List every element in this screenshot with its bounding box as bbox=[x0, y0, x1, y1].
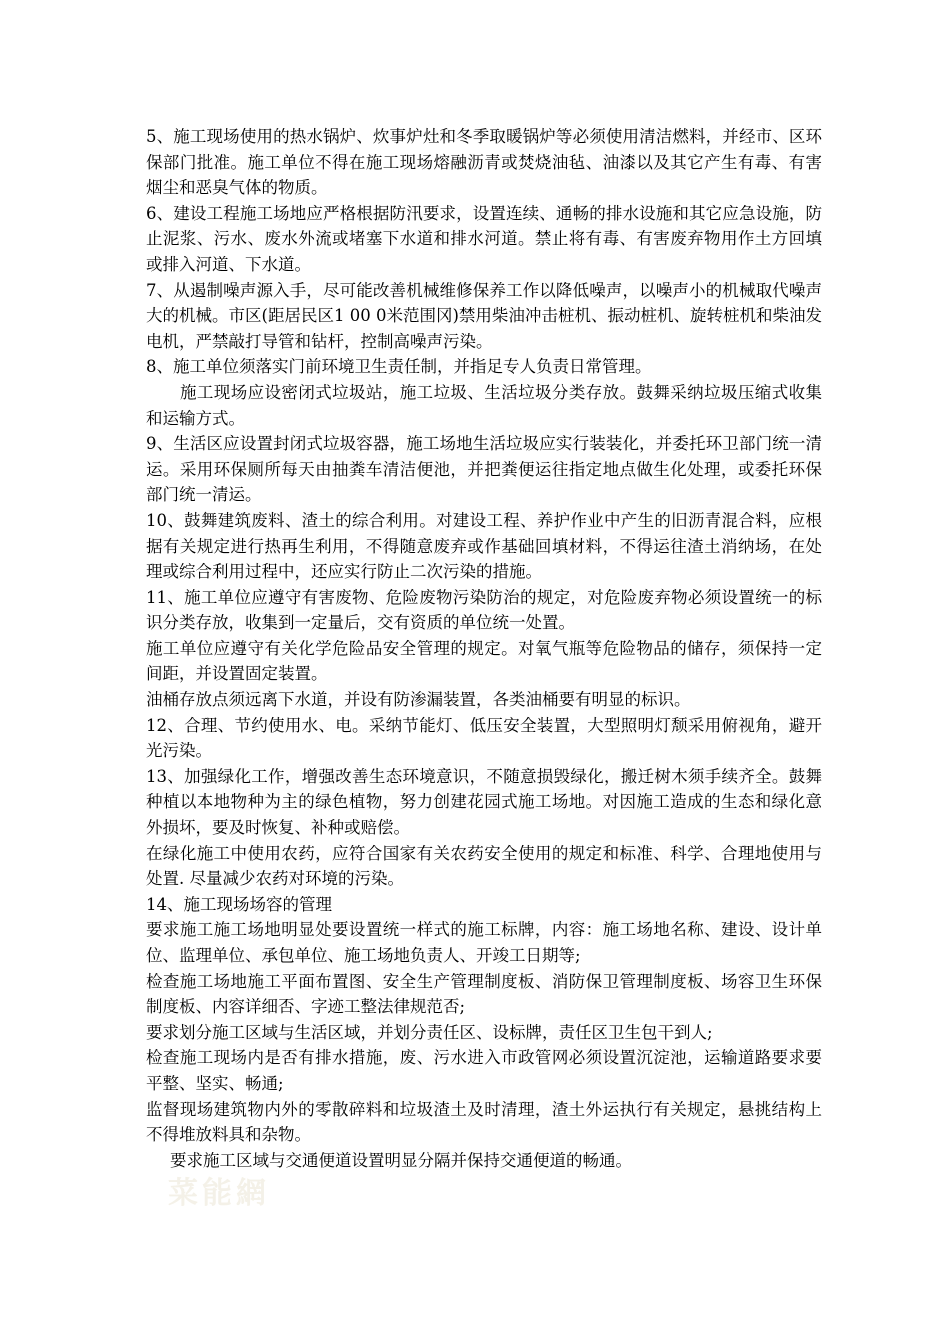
paragraph-site-signage: 要求施工施工场地明显处要设置统一样式的施工标牌，内容：施工场地名称、建设、设计单位、监理单位、承包单位、施工场地负责人、开竣工日期等; bbox=[146, 920, 822, 965]
paragraph-item-10: 10、鼓舞建筑废料、渣土的综合利用。对建设工程、养护作业中产生的旧沥青混合料，应根据有关规定进行热再生利用，不得随意废弃或作基础回填材料，不得运往渣土消纳场，在处理或综合利用过程中，还应实行防止二次污染的措施。 bbox=[146, 510, 822, 582]
paragraph-item-14: 14、施工现场场容的管理 bbox=[146, 894, 332, 914]
paragraph-item-12: 12、合理、节约使用水、电。采纳节能灯、低压安全装置，大型照明灯颓采用俯视角，避开光污染。 bbox=[146, 715, 822, 761]
paragraph-pesticides: 在绿化施工中使用农药，应符合国家有关农药安全使用的规定和标准、科学、合理地使用与处置. 尽量减少农药对环境的污染。 bbox=[146, 843, 822, 889]
paragraph-layout-check: 检查施工场地施工平面布置图、安全生产管理制度板、消防保卫管理制度板、场容卫生环保制度板、内容详细否、字迹工整法律规范否; bbox=[146, 971, 822, 1017]
paragraph-item-13: 13、加强绿化工作，增强改善生态环境意识，不随意损毁绿化，搬迁树木须手续齐全。鼓舞种植以本地物种为主的绿色植物，努力创建花园式施工场地。对因施工造成的生态和绿化意外损坏，要及时恢复、补种或赔偿。 bbox=[146, 766, 822, 838]
document-body bbox=[146, 124, 822, 1173]
watermark-logo: 菜能網 bbox=[168, 1176, 270, 1211]
paragraph-item-11: 11、施工单位应遵守有害废物、危险废物污染防治的规定，对危险废弃物必须设置统一的标识分类存放，收集到一定量后，交有资质的单位统一处置。 bbox=[146, 587, 822, 633]
paragraph-drainage: 检查施工现场内是否有排水措施，废、污水进入市政管网必须设置沉淀池，运输道路要求要平整、坚实、畅通; bbox=[146, 1048, 822, 1093]
paragraph-debris-cleanup: 监督现场建筑物内外的零散碎料和垃圾渣土及时清理，渣土外运执行有关规定，悬挑结构上不得堆放料具和杂物。 bbox=[146, 1099, 822, 1145]
paragraph-item-9: 9、生活区应设置封闭式垃圾容器，施工场地生活垃圾应实行装装化，并委托环卫部门统一清运。采用环保厕所每天由抽粪车清洁便池，并把粪便运往指定地点做生化处理，或委托环保部门统一清运。 bbox=[146, 434, 822, 505]
paragraph-chemical-safety: 施工单位应遵守有关化学危险品安全管理的规定。对氧气瓶等危险物品的储存，须保持一定间距，并设置固定装置。 bbox=[146, 638, 822, 684]
paragraph-zoning: 要求划分施工区域与生活区域，并划分责任区、设标牌，责任区卫生包干到人; bbox=[146, 1022, 713, 1042]
paragraph-oil-drums: 油桶存放点须远离下水道，并设有防渗漏装置，各类油桶要有明显的标识。 bbox=[146, 690, 691, 710]
paragraph-item-6: 6、建设工程施工场地应严格根据防汛要求，设置连续、通畅的排水设施和其它应急设施，防止泥浆、污水、废水外流或堵塞下水道和排水河道。禁止将有毒、有害废弃物用作土方回填或排入河道、下水道。 bbox=[146, 203, 822, 274]
paragraph-item-5: 5、施工现场使用的热水锅炉、炊事炉灶和冬季取暖锅炉等必须使用清洁燃料，并经市、区环保部门批准。施工单位不得在施工现场熔融沥青或焚烧油毡、油漆以及其它产生有毒、有害烟尘和恶臭气体的物质。 bbox=[146, 127, 822, 198]
paragraph-item-7: 7、从遏制噪声源入手，尽可能改善机械维修保养工作以降低噪声，以噪声小的机械取代噪声大的机械。市区(距居民区1 00 0米范围冈)禁用柴油冲击桩机、振动桩机、旋转桩机和柴油发电机，严禁敲打导管和钻杆，控制高噪声污染。 bbox=[146, 280, 822, 351]
paragraph-traffic-separation: 要求施工区域与交通便道设置明显分隔并保持交通便道的畅通。 bbox=[170, 1150, 632, 1170]
paragraph-garbage-station: 施工现场应设密闭式垃圾站，施工垃圾、生活垃圾分类存放。鼓舞采纳垃圾压缩式收集和运输方式。 bbox=[146, 382, 822, 428]
paragraph-item-8: 8、施工单位须落实门前环境卫生责任制，并指足专人负责日常管理。 bbox=[146, 357, 652, 377]
